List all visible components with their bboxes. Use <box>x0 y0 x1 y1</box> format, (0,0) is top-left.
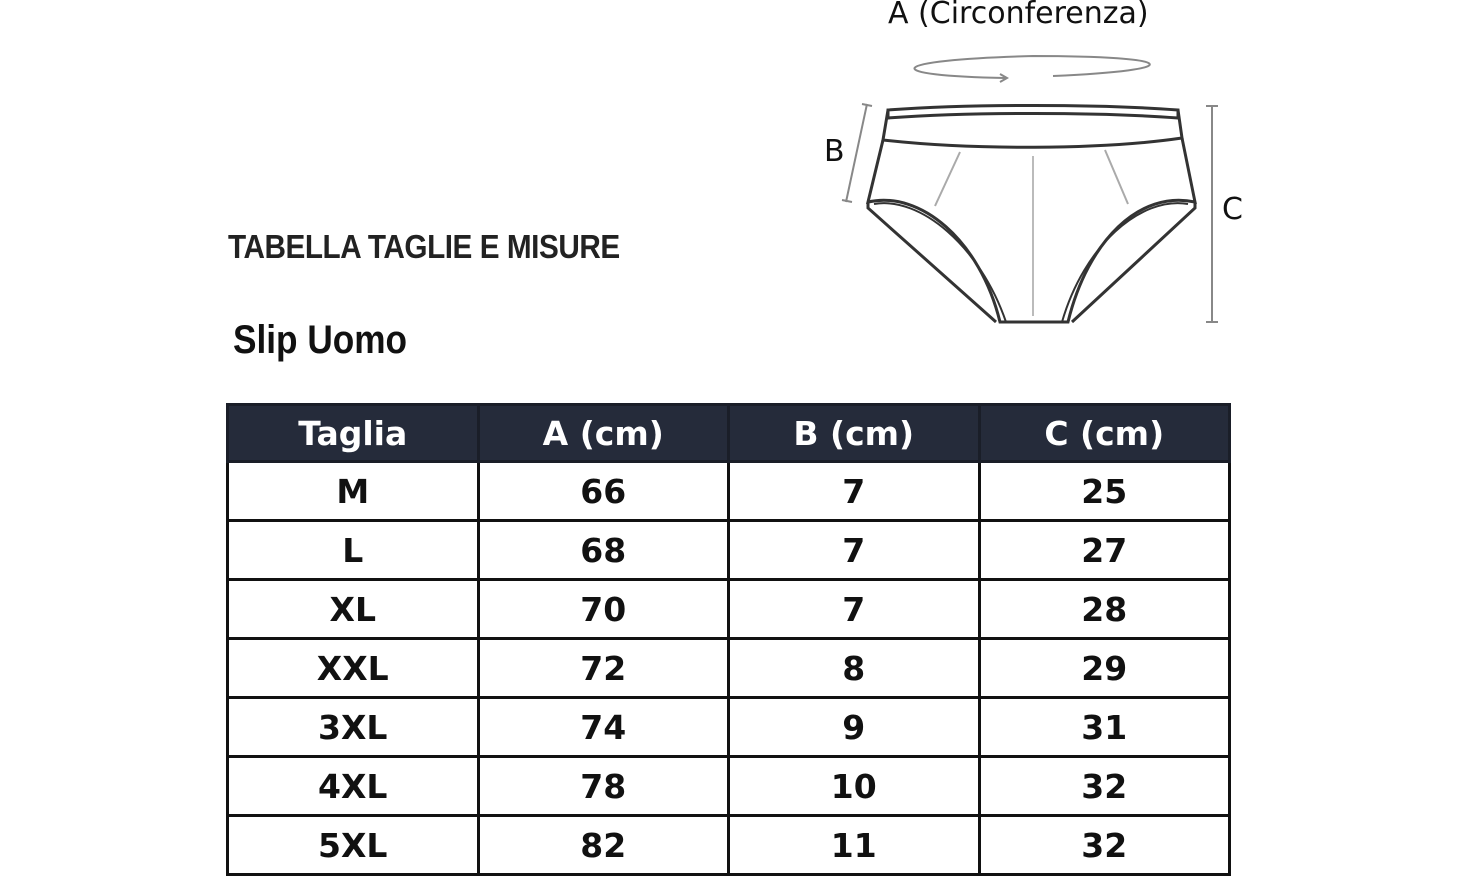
table-row <box>228 521 1230 580</box>
cell-c: 32 <box>979 816 1230 875</box>
cell-size: 5XL <box>228 816 479 875</box>
cell-c: 25 <box>979 462 1230 521</box>
size-table <box>226 403 1231 876</box>
cell-size: 3XL <box>228 698 479 757</box>
cell-c: 32 <box>979 757 1230 816</box>
cell-size: L <box>228 521 479 580</box>
cell-b: 11 <box>729 816 980 875</box>
cell-a: 66 <box>478 462 729 521</box>
cell-a: 72 <box>478 639 729 698</box>
header-c: C (cm) <box>979 405 1230 462</box>
cell-size: M <box>228 462 479 521</box>
cell-c: 27 <box>979 521 1230 580</box>
cell-b: 10 <box>729 757 980 816</box>
cell-b: 7 <box>729 462 980 521</box>
label-a: A (Circonferenza) <box>888 0 1149 31</box>
label-c: C <box>1222 192 1243 227</box>
cell-b: 8 <box>729 639 980 698</box>
cell-size: XL <box>228 580 479 639</box>
cell-a: 70 <box>478 580 729 639</box>
product-title: Slip Uomo <box>233 318 408 362</box>
cell-a: 82 <box>478 816 729 875</box>
header-b: B (cm) <box>729 405 980 462</box>
briefs-measurement-diagram <box>820 0 1260 340</box>
cell-c: 28 <box>979 580 1230 639</box>
header-size: Taglia <box>228 405 479 462</box>
cell-b: 7 <box>729 521 980 580</box>
table-row <box>228 639 1230 698</box>
cell-c: 31 <box>979 698 1230 757</box>
cell-size: XXL <box>228 639 479 698</box>
cell-a: 78 <box>478 757 729 816</box>
table-row <box>228 462 1230 521</box>
briefs-icon <box>820 0 1260 340</box>
cell-a: 68 <box>478 521 729 580</box>
cell-b: 7 <box>729 580 980 639</box>
table-header-row <box>228 405 1230 462</box>
cell-a: 74 <box>478 698 729 757</box>
table-row <box>228 580 1230 639</box>
cell-b: 9 <box>729 698 980 757</box>
cell-size: 4XL <box>228 757 479 816</box>
cell-c: 29 <box>979 639 1230 698</box>
size-chart-heading: TABELLA TAGLIE E MISURE <box>228 228 620 265</box>
label-b: B <box>824 134 845 169</box>
header-a: A (cm) <box>478 405 729 462</box>
table-row <box>228 757 1230 816</box>
table-row <box>228 816 1230 875</box>
table-row <box>228 698 1230 757</box>
